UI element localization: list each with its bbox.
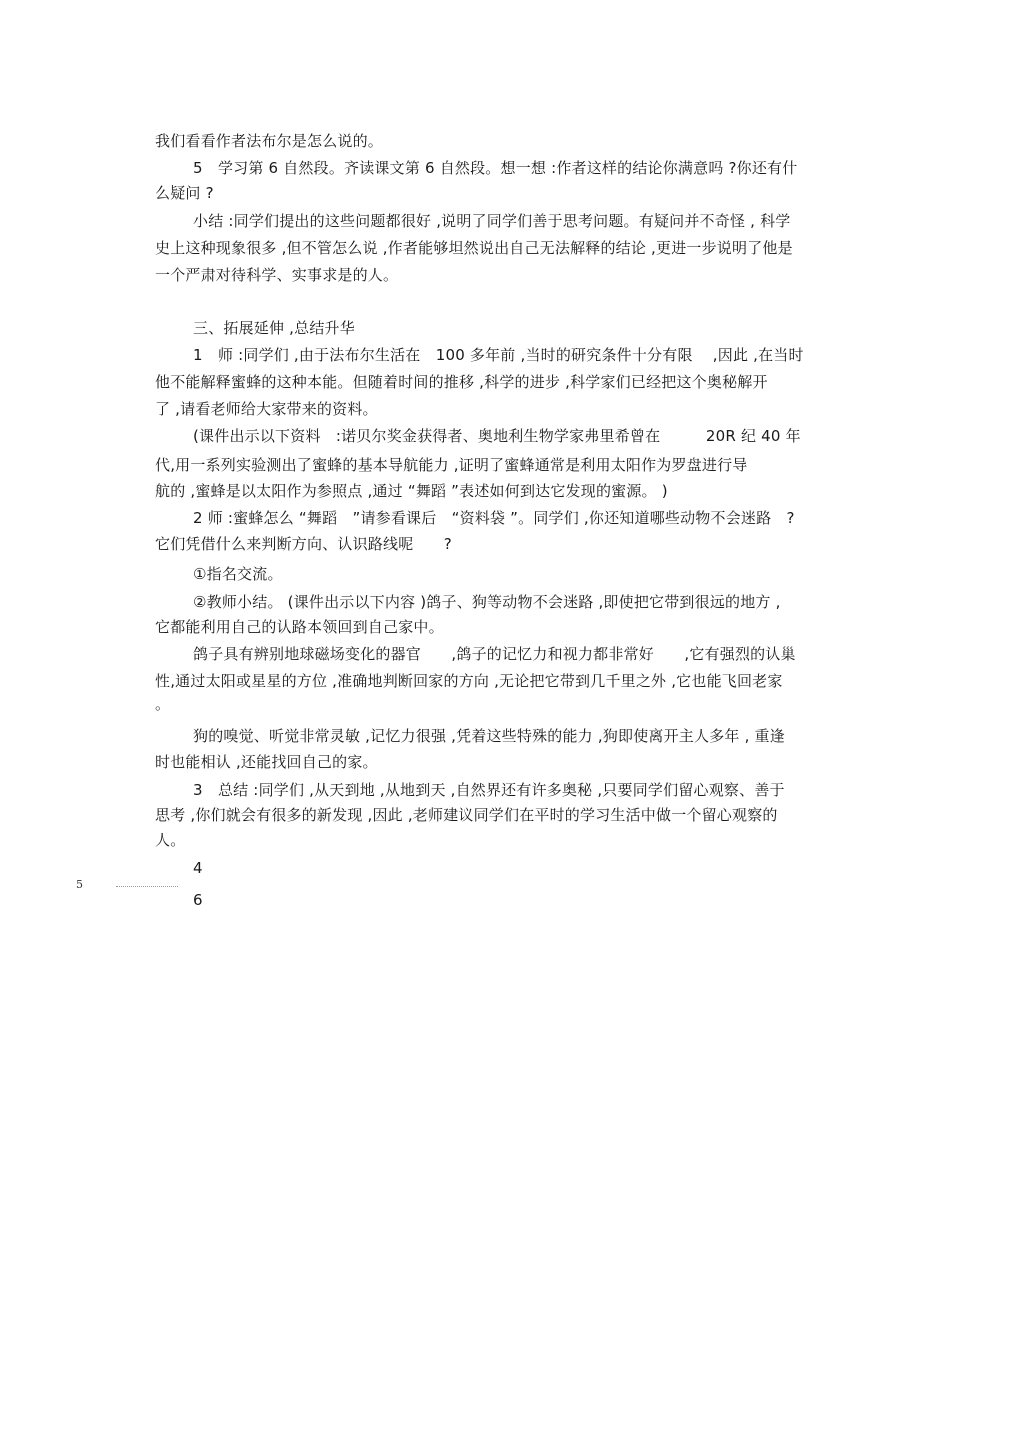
text-line: 它们凭借什么来判断方向、认识路线呢 ? [155,535,452,553]
text-line: 航的 ,蜜蜂是以太阳作为参照点 ,通过 “舞蹈 ”表述如何到达它发现的蜜源。 ) [155,482,668,500]
text-line: 思考 ,你们就会有很多的新发现 ,因此 ,老师建议同学们在平时的学习生活中做一个留心观察的 [155,806,778,824]
text-line: 1 师 :同学们 ,由于法布尔生活在 100 多年前 ,当时的研究条件十分有限 ,因此 ,在当时 [193,346,804,364]
text-line: 了 ,请看老师给大家带来的资料。 [155,400,378,418]
text-line: 2 师 :蜜蜂怎么 “舞蹈 ”请参看课后 “资料袋 ”。同学们 ,你还知道哪些动物不会迷路 ? [193,509,795,527]
text-line: 狗的嗅觉、听觉非常灵敏 ,记忆力很强 ,凭着这些特殊的能力 ,狗即使离开主人多年 , 重逢 [193,727,785,745]
text-line: 么疑问 ? [155,184,214,202]
section-heading: 三、拓展延伸 ,总结升华 [193,319,355,337]
text-line: 时也能相认 ,还能找回自己的家。 [155,753,378,771]
text-line: 我们看看作者法布尔是怎么说的。 [155,132,384,150]
text-line: 5 学习第 6 自然段。齐读课文第 6 自然段。想一想 :作者这样的结论你满意吗 ?你还有什 [193,159,798,177]
list-number: 4 [193,859,203,877]
dotted-leader [116,886,178,887]
text-line: 他不能解释蜜蜂的这种本能。但随着时间的推移 ,科学的进步 ,科学家们已经把这个奥秘解开 [155,373,768,391]
text-line: 。 [155,695,171,713]
margin-marker: 5 [76,878,83,891]
text-line: (课件出示以下资料 :诺贝尔奖金获得者、奥地利生物学家弗里希曾在 20R 纪 40 年 [193,427,801,445]
list-number: 6 [193,891,203,909]
text-line: 人。 [155,831,186,849]
text-line: 鸽子具有辨别地球磁场变化的器官 ,鸽子的记忆力和视力都非常好 ,它有强烈的认巢 [193,645,796,663]
text-line: 小结 :同学们提出的这些问题都很好 ,说明了同学们善于思考问题。有疑问并不奇怪 , 科学 [193,212,791,230]
text-line: 一个严肃对待科学、实事求是的人。 [155,266,399,284]
text-line: 史上这种现象很多 ,但不管怎么说 ,作者能够坦然说出自己无法解释的结论 ,更进一步说明了他是 [155,239,793,257]
text-line: 代,用一系列实验测出了蜜蜂的基本导航能力 ,证明了蜜蜂通常是利用太阳作为罗盘进行导 [155,456,748,474]
text-line: 它都能利用自己的认路本领回到自己家中。 [155,618,444,636]
text-line: ①指名交流。 [193,565,283,583]
text-line: 性,通过太阳或星星的方位 ,准确地判断回家的方向 ,无论把它带到几千里之外 ,它也能飞回老家 [155,672,783,690]
text-line: ②教师小结。 (课件出示以下内容 )鸽子、狗等动物不会迷路 ,即使把它带到很远的地方 , [193,593,781,611]
text-line: 3 总结 :同学们 ,从天到地 ,从地到天 ,自然界还有许多奥秘 ,只要同学们留心观察、善于 [193,781,785,799]
